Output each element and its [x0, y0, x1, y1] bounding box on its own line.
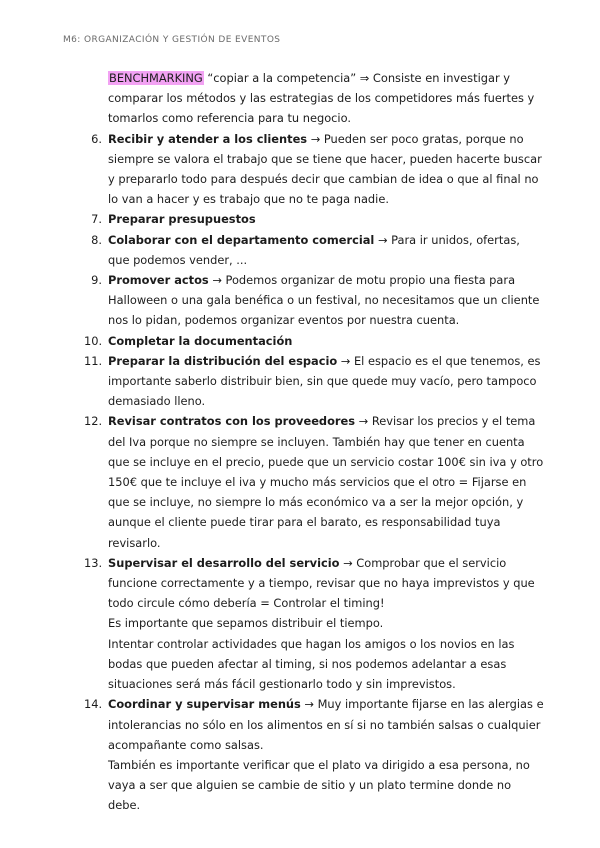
item-number: 10.: [84, 333, 103, 348]
item-extra-paragraph: Intentar controlar actividades que hagan los amigos o los novios en las bodas que pueden afectar al timing, si nos podemos adelantar a esas situaciones será más fácil gestionarlo todo y sin imprevistos.: [108, 636, 515, 692]
item-title: Coordinar y supervisar menús: [108, 697, 301, 712]
list-item: [84, 411, 544, 552]
item-number: 7.: [91, 212, 102, 227]
item-text: → Podemos organizar de motu propio una fiesta para Halloween o una gala benéfica o un festival, no necesitamos que un cliente nos lo pidan, podemos organizar eventos por nuestra cuenta.: [108, 273, 540, 328]
item-text: → Comprobar que el servicio funcione correctamente y a tiempo, revisar que no haya imprevistos y que todo circule cómo debería = Controlar el timing!: [108, 555, 535, 611]
document-body: [84, 68, 544, 816]
item-number: 9.: [91, 273, 102, 288]
page-header: M6: ORGANIZACIÓN Y GESTIÓN DE EVENTOS: [63, 35, 281, 45]
item-title: Revisar contratos con los proveedores: [108, 414, 356, 429]
item-number: 11.: [84, 353, 103, 368]
list-item: [84, 331, 544, 351]
item-extra-paragraph: También es importante verificar que el plato va dirigido a esa persona, no vaya a ser que alguien se cambie de sitio y un plato termine donde no debe.: [108, 757, 530, 813]
item-text: → Para ir unidos, ofertas, que podemos vender, ...: [108, 232, 520, 267]
item-extra-paragraph: Es importante que sepamos distribuir el tiempo.: [108, 616, 384, 631]
list-item: [84, 270, 544, 331]
list-item: [84, 209, 544, 229]
intro-text: “copiar a la competencia” ⇒ Consiste en investigar y comparar los métodos y las estrategias de los competidores más fuertes y tomarlos como referencia para tu negocio.: [108, 71, 535, 126]
item-title: Recibir y atender a los clientes: [108, 131, 308, 146]
item-number: 14.: [84, 697, 103, 712]
item-title: Colaborar con el departamento comercial: [108, 232, 375, 247]
numbered-list: [84, 129, 544, 816]
item-text: → Pueden ser poco gratas, porque no siempre se valora el trabajo que se tiene que hacer, pueden hacerte buscar y prepararlo todo para después decir que cambian de idea o que al final no lo van a hacer y es trabajo que no te paga nadie.: [108, 131, 542, 207]
item-title: Promover actos: [108, 273, 209, 288]
item-title: Completar la documentación: [108, 333, 293, 348]
item-text: → Muy importante fijarse en las alergias e intolerancias no sólo en los alimentos en sí si no también salsas o cualquier acompañante como salsas.: [108, 697, 544, 752]
item-number: 13.: [84, 555, 103, 570]
item-text: → El espacio es el que tenemos, es importante saberlo distribuir bien, sin que quede muy vacío, pero tampoco demasiado lleno.: [108, 353, 541, 409]
list-item: [84, 553, 544, 694]
list-item: [84, 129, 544, 210]
list-item: [84, 230, 544, 270]
item-number: 12.: [84, 414, 103, 429]
item-number: 8.: [91, 232, 102, 247]
benchmarking-paragraph: [84, 68, 544, 129]
item-title: Preparar presupuestos: [108, 212, 256, 227]
item-text: → Revisar los precios y el tema del Iva porque no siempre se incluyen. También hay que tener en cuenta que se incluye en el precio, puede que un servicio costar 100€ sin iva y otro 150€ que te incluye el iva y mucho más servicios que el otro = Fijarse en que se incluye, no siempre lo más económico va a ser la mejor opción, y aunque el cliente puede tirar para el barato, es responsabilidad tuya revisarlo.: [108, 414, 544, 550]
item-number: 6.: [91, 131, 102, 146]
list-item: [84, 351, 544, 412]
item-title: Supervisar el desarrollo del servicio: [108, 555, 340, 570]
highlighted-term: BENCHMARKING: [109, 71, 203, 85]
list-item: [84, 694, 544, 815]
item-title: Preparar la distribución del espacio: [108, 353, 338, 368]
